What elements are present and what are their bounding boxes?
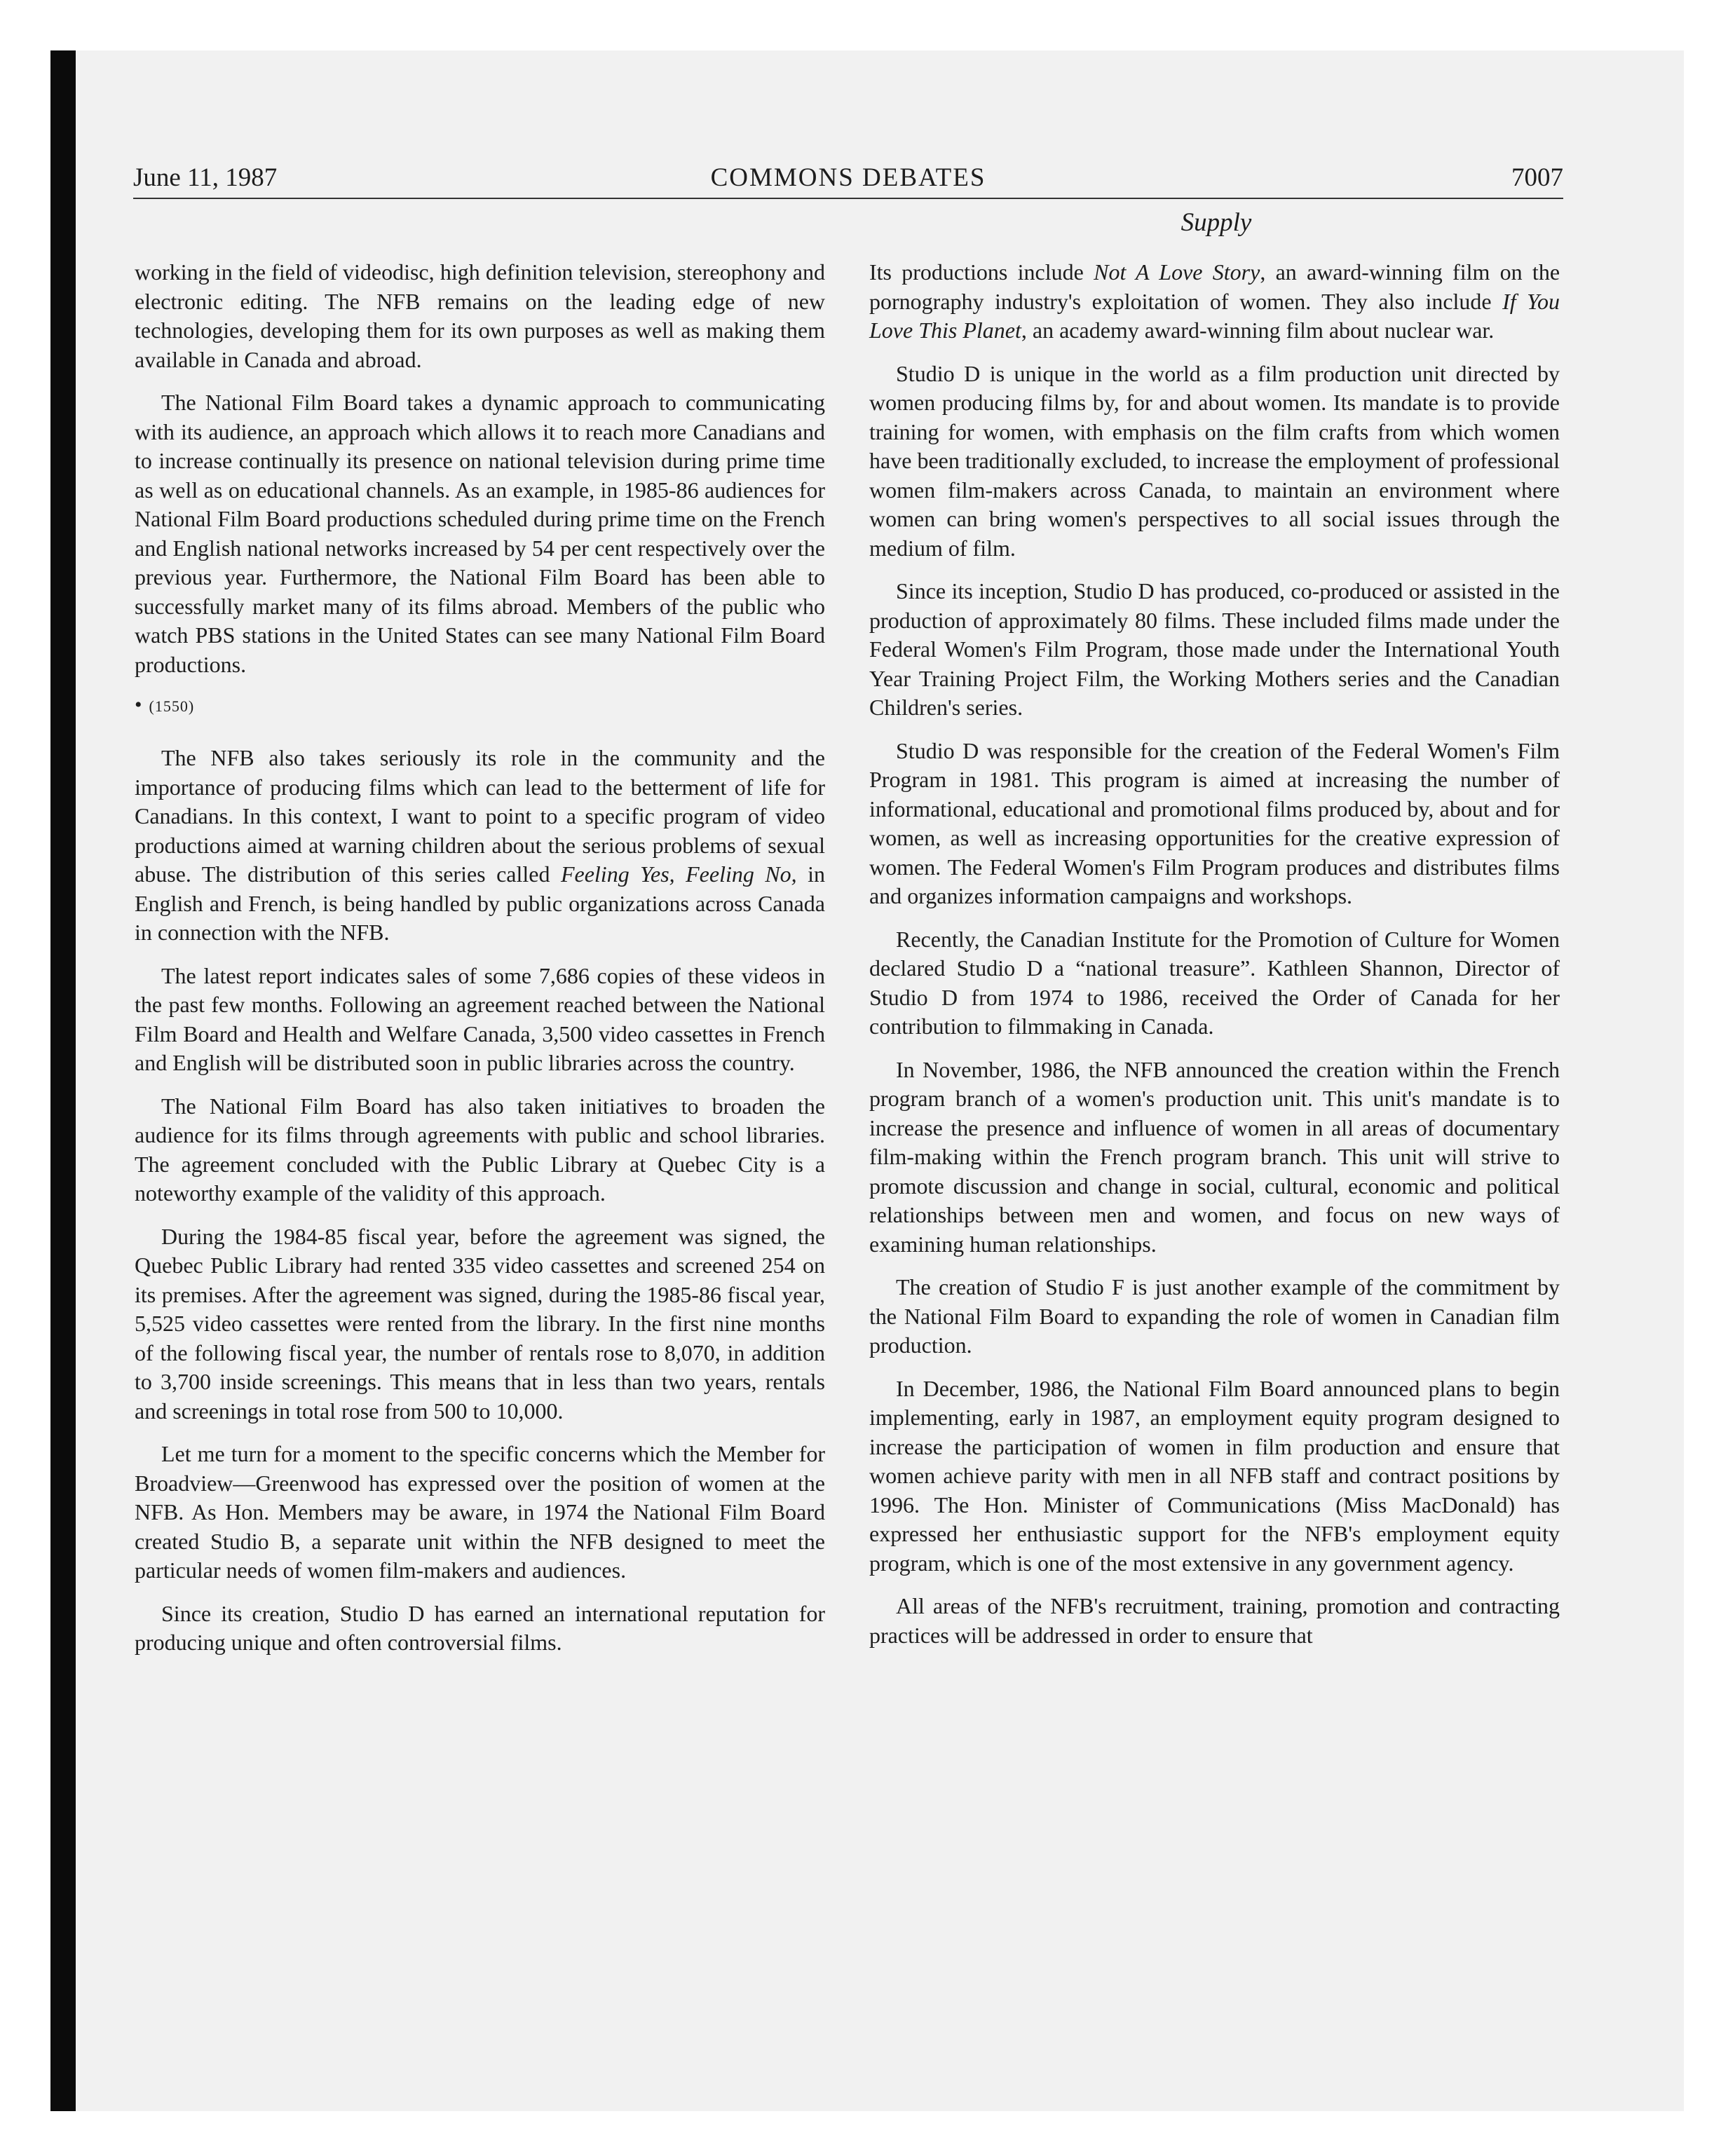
section-title: Supply bbox=[1181, 208, 1252, 237]
bullet-icon: • bbox=[135, 693, 142, 716]
right-column bbox=[869, 258, 1560, 1664]
running-header bbox=[133, 158, 1563, 199]
header-date: June 11, 1987 bbox=[133, 163, 278, 192]
paragraph: The National Film Board has also taken initiatives to broaden the audience for its films through agreements with public and school libraries. The agreement concluded with the Public Library at Quebec City is a noteworthy example of the validity of this approach. bbox=[135, 1093, 825, 1206]
paragraph: The creation of Studio F is just another example of the commitment by the National Film Board to expanding the role of women in Canadian film production. bbox=[869, 1274, 1560, 1358]
paragraph-text: , an award-winning film on the pornography industry's exploitation of women. They also include bbox=[869, 259, 1560, 314]
time-stamp: (1550) bbox=[149, 697, 195, 715]
paragraph: The latest report indicates sales of some 7,686 copies of these videos in the past few months. Following an agreement reached between the National Film Board and Health and Welfare Canada, 3,500 video cassettes in French and English will be distributed soon in public libraries across the country. bbox=[135, 962, 825, 1075]
paragraph bbox=[135, 744, 825, 948]
paragraph-text: , an academy award-winning film about nuclear war. bbox=[1021, 318, 1495, 343]
binding-edge bbox=[50, 50, 76, 2111]
paragraph bbox=[869, 258, 1560, 346]
paragraph: During the 1984-85 fiscal year, before the agreement was signed, the Quebec Public Library had rented 335 video cassettes and screened 254 on its premises. After the agreement was signed, during the 1985-86 fiscal year, 5,525 video cassettes were rented from the library. In the first nine months of the following fiscal year, the number of rentals rose to 8,070, in addition to 3,700 inside screenings. This means that in less than two years, rentals and screenings in total rose from 500 to 10,000. bbox=[135, 1223, 825, 1424]
paragraph-text: Its productions include bbox=[869, 259, 1094, 285]
paragraph: Since its creation, Studio D has earned an international reputation for producing unique and often controversial films. bbox=[135, 1600, 825, 1655]
paragraph: All areas of the NFB's recruitment, training, promotion and contracting practices will be addressed in order to ensure that bbox=[869, 1593, 1560, 1648]
film-title: If You Love This Planet bbox=[869, 288, 1560, 343]
film-title: Not A Love Story bbox=[1094, 259, 1260, 285]
series-title: Feeling Yes, Feeling No, bbox=[560, 861, 797, 887]
paragraph-text: in English and French, is being handled by public organizations across Canada in connection with the NFB. bbox=[135, 861, 826, 945]
publication-title: COMMONS DEBATES bbox=[710, 163, 986, 192]
paragraph: working in the field of videodisc, high definition television, stereophony and electronic editing. The NFB remains on the leading edge of new technologies, developing them for its own purposes as well as making them available in Canada and abroad. bbox=[135, 259, 825, 372]
paragraph: Recently, the Canadian Institute for the Promotion of Culture for Women declared Studio D a “national treasure”. Kathleen Shannon, Director of Studio D from 1974 to 1986, received the Order of Canada for her contribution to filmmaking in Canada. bbox=[869, 926, 1560, 1039]
paragraph: Let me turn for a moment to the specific concerns which the Member for Broadview—Greenwood has expressed over the position of women at the NFB. As Hon. Members may be aware, in 1974 the National Film Board created Studio B, a separate unit within the NFB designed to meet the particular needs of women film-makers and audiences. bbox=[135, 1441, 825, 1583]
paragraph: The National Film Board takes a dynamic approach to communicating with its audience, an approach which allows it to reach more Canadians and to increase continually its presence on national television during prime time as well as on educational channels. As an example, in 1985-86 audiences for National Film Board productions scheduled during prime time on the French and English national networks increased by 54 per cent respectively over the previous year. Furthermore, the National Film Board has been able to successfully market many of its films abroad. Members of the public who watch PBS stations in the United States can see many National Film Board productions. bbox=[135, 390, 825, 677]
paragraph: Since its inception, Studio D has produced, co-produced or assisted in the production of approximately 80 films. These included films made under the Federal Women's Film Program, those made under the International Youth Year Training Project Film, the Working Mothers series and the Canadian Children's series. bbox=[869, 578, 1560, 720]
paragraph: Studio D was responsible for the creation of the Federal Women's Film Program in 1981. This program is aimed at increasing the number of informational, educational and promotional films produced by, about and for women, as well as increasing opportunities for the creative expression of women. The Federal Women's Film Program produces and distributes films and organizes information campaigns and workshops. bbox=[869, 737, 1560, 908]
left-column bbox=[135, 258, 825, 1672]
time-marker bbox=[135, 693, 825, 717]
paragraph: In December, 1986, the National Film Board announced plans to begin implementing, early in 1987, an employment equity program designed to increase the participation of women in film production and ensure that women achieve parity with men in all NFB staff and contract positions by 1996. The Hon. Minister of Communications (Miss MacDonald) has expressed her enthusiastic support for the NFB's employment equity program, which is one of the most extensive in any government agency. bbox=[869, 1375, 1560, 1576]
page-number: 7007 bbox=[1511, 163, 1563, 192]
paragraph-text: The NFB also takes seriously its role in the community and the importance of producing films which can lead to the betterment of life for Canadians. In this context, I want to point to a specific program of video productions aimed at warning children about the serious problems of sexual abuse. The distribution of this series called bbox=[135, 745, 825, 887]
paragraph: Studio D is unique in the world as a film production unit directed by women producing films by, for and about women. Its mandate is to provide training for women, with emphasis on the film crafts from which women have been traditionally excluded, to increase the employment of professional women film-makers across Canada, to maintain an environment where women can bring women's perspectives to all social issues through the medium of film. bbox=[869, 360, 1560, 561]
paragraph: In November, 1986, the NFB announced the creation within the French program branch of a women's production unit. This unit's mandate is to increase the presence and influence of women in all areas of documentary film-making within the French program branch. This unit will strive to promote discussion and change in social, cultural, economic and political relationships between men and women, and focus on new ways of examining human relationships. bbox=[869, 1056, 1560, 1257]
